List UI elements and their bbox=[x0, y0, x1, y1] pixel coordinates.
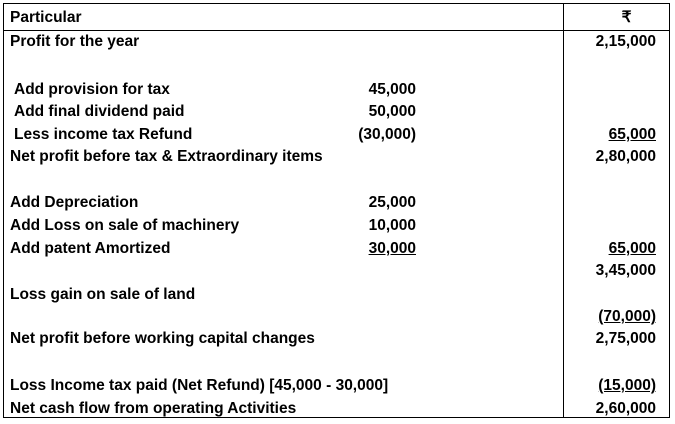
row-depreciation-sub: 25,000 bbox=[368, 194, 416, 211]
row-profit-year-label: Profit for the year bbox=[10, 33, 140, 50]
row-final-dividend-sub: 50,000 bbox=[368, 103, 416, 120]
row-subtotal-amount: 3,45,000 bbox=[595, 262, 656, 279]
row-final-dividend-label: Add final dividend paid bbox=[14, 103, 185, 120]
row-tax-refund-label: Less income tax Refund bbox=[14, 126, 193, 143]
row-provision-tax-label: Add provision for tax bbox=[14, 81, 170, 98]
header-particular: Particular bbox=[10, 9, 82, 26]
row-np-before-wc-label: Net profit before working capital changes bbox=[10, 330, 315, 347]
header-divider bbox=[4, 30, 669, 31]
row-loss-machinery-label: Add Loss on sale of machinery bbox=[10, 217, 240, 234]
row-gain-land-amount: (70,000) bbox=[598, 308, 656, 325]
row-provision-tax-sub: 45,000 bbox=[368, 81, 416, 98]
row-net-cash-flow-amount: 2,60,000 bbox=[595, 400, 656, 417]
row-patent-amount: 65,000 bbox=[608, 240, 656, 257]
row-profit-year-amount: 2,15,000 bbox=[595, 33, 656, 50]
row-tax-refund-amount: 65,000 bbox=[608, 126, 656, 143]
row-loss-machinery-sub: 10,000 bbox=[368, 217, 416, 234]
row-np-before-tax-label: Net profit before tax & Extraordinary items bbox=[10, 148, 323, 165]
row-income-tax-paid-amount: (15,000) bbox=[598, 377, 656, 394]
row-income-tax-paid-label: Loss Income tax paid (Net Refund) [45,000 - 30,000] bbox=[10, 377, 389, 394]
row-tax-refund-sub: (30,000) bbox=[358, 126, 416, 143]
cash-flow-table bbox=[3, 3, 670, 418]
column-divider bbox=[563, 4, 564, 417]
row-gain-land-label: Loss gain on sale of land bbox=[10, 286, 196, 303]
row-net-cash-flow-label: Net cash flow from operating Activities bbox=[10, 400, 297, 417]
row-np-before-tax-amount: 2,80,000 bbox=[595, 148, 656, 165]
header-currency: ₹ bbox=[621, 9, 632, 26]
row-np-before-wc-amount: 2,75,000 bbox=[595, 330, 656, 347]
row-patent-label: Add patent Amortized bbox=[10, 240, 171, 257]
row-patent-sub: 30,000 bbox=[368, 240, 416, 257]
row-depreciation-label: Add Depreciation bbox=[10, 194, 139, 211]
